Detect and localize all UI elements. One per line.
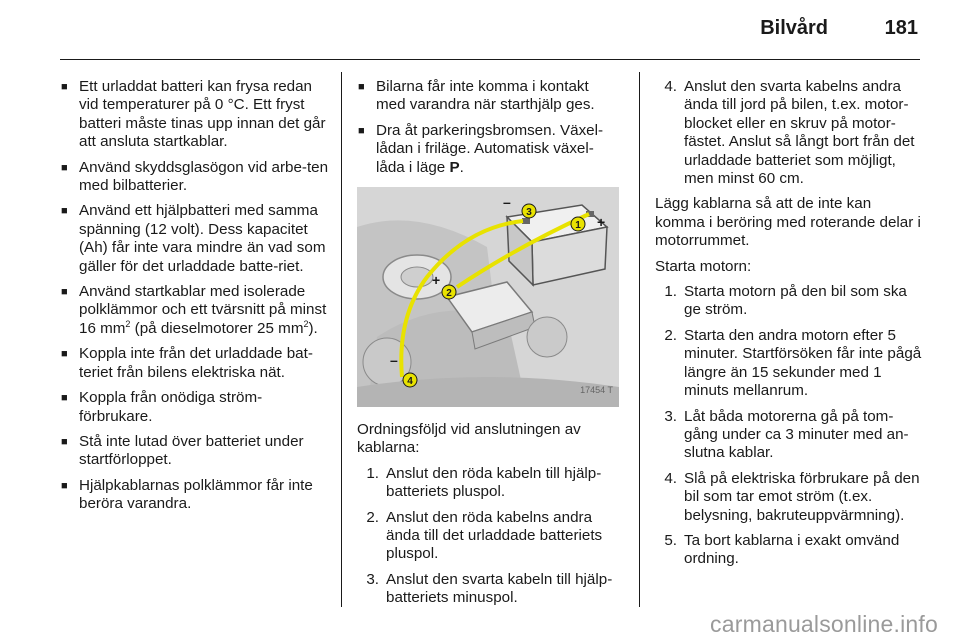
list-item: ■ Hjälpkablarnas polklämmor får inte beröra varandra. — [60, 477, 330, 514]
column-2 — [357, 78, 620, 615]
superscript: 2 — [303, 318, 309, 329]
polarity-label: – — [390, 352, 398, 369]
step-text: Anslut den svarta kabelns andra ända till jord på bilen, t.ex. motor-blocket eller en skruv på motor-fästet. Anslut så långt bort från det urladdade batteriet som möjligt, men minst 60 cm. — [684, 78, 915, 188]
polarity-label: + — [597, 214, 606, 231]
column-divider-1 — [341, 72, 342, 607]
safety-list — [60, 78, 330, 514]
step-text: Starta motorn på den bil som ska ge ström. — [684, 283, 907, 319]
list-item — [357, 465, 620, 502]
column-3 — [655, 78, 925, 576]
step-number: 2. — [366, 508, 379, 526]
superscript: 2 — [125, 318, 131, 329]
list-item: ■ Koppla från onödiga ström-förbrukare. — [60, 389, 330, 426]
text-fragment: ). — [308, 319, 318, 337]
jump-start-illustration — [357, 187, 619, 407]
text-fragment: (på dieselmotorer 25 mm — [130, 319, 304, 337]
list-item — [655, 408, 925, 463]
start-steps — [655, 283, 925, 569]
list-item: ■ Använd ett hjälpbatteri med samma spänning (12 volt). Dess kapacitet (Ah) får inte vara mindre än vad som gäller för det urladdade batte-riet. — [60, 202, 330, 276]
list-item — [60, 283, 330, 338]
step-number: 3. — [664, 407, 677, 425]
step-text: Anslut den svarta kabeln till hjälp-batteriets minuspol. — [386, 570, 613, 607]
step-number: 4. — [664, 469, 677, 487]
step-number: 1. — [664, 283, 677, 301]
list-item — [655, 283, 925, 320]
connection-steps-continued — [655, 78, 925, 188]
connection-steps — [357, 465, 620, 608]
list-item — [655, 470, 925, 525]
list-item — [655, 327, 925, 401]
polarity-label: + — [432, 272, 441, 289]
step-number: 3. — [366, 570, 379, 588]
text-fragment: . — [459, 158, 464, 176]
preparation-list — [357, 78, 620, 177]
connection-marker: 4 — [407, 376, 413, 388]
list-item: ■ Ett urladdat batteri kan frysa redan vid temperaturer på 0 °C. Ett fryst batteri måste tinas upp innan det går att ansluta startkablar. — [60, 78, 330, 152]
column-1 — [60, 78, 330, 521]
list-item — [655, 78, 925, 188]
header-rule — [60, 59, 920, 60]
list-item — [357, 122, 620, 177]
step-text: Slå på elektriska förbrukare på den bil som tar emot ström (t.ex. belysning, bakruteuppvärmning). — [684, 469, 920, 524]
connection-marker: 1 — [575, 220, 581, 232]
cable-routing-note: Lägg kablarna så att de inte kan komma i beröring med roterande delar i motorrummet. — [655, 195, 921, 250]
step-text: Ta bort kablarna i exakt omvänd ordning. — [684, 531, 900, 568]
step-text: Starta den andra motorn efter 5 minuter. Startförsöken får inte pågå längre än 15 sekunder med 1 minuts mellanrum. — [684, 326, 922, 400]
figure-id: 17454 T — [580, 384, 613, 395]
page-title: Bilvård — [760, 17, 828, 39]
list-item — [655, 532, 925, 569]
watermark: carmanualsonline.info — [710, 611, 938, 637]
step-number: 1. — [366, 464, 379, 482]
column-divider-2 — [639, 72, 640, 607]
text-fragment: Dra åt parkeringsbromsen. Växel-lådan i friläge. Automatisk växel-låda i läge — [376, 121, 604, 176]
start-engine-heading: Starta motorn: — [655, 257, 752, 275]
list-item: ■ Bilarna får inte komma i kontakt med varandra när starthjälp ges. — [357, 78, 620, 115]
step-number: 5. — [664, 531, 677, 549]
list-item — [357, 571, 620, 608]
page-number: 181 — [884, 17, 918, 39]
gear-position: P — [449, 158, 460, 176]
step-text: Låt båda motorerna gå på tom-gång under ca 3 minuter med an-slutna kablar. — [684, 407, 909, 462]
step-number: 2. — [664, 326, 677, 344]
list-item — [357, 509, 620, 564]
engine-bay-drawing — [357, 187, 619, 407]
list-item: ■ Koppla inte från det urladdade bat-teriet från bilens elektriska nät. — [60, 345, 330, 382]
connection-marker: 2 — [446, 288, 452, 300]
text-fragment: Använd startkablar med isolerade polklämmor och ett tvärsnitt på minst 16 mm — [79, 283, 327, 337]
polarity-label: – — [503, 194, 511, 211]
step-text: Anslut den röda kabelns andra ända till det urladdade batteriets pluspol. — [386, 508, 603, 563]
step-text: Anslut den röda kabeln till hjälp-batteriets pluspol. — [386, 464, 602, 501]
connection-intro: Ordningsföljd vid anslutningen av kablarna: — [357, 421, 581, 457]
step-number: 4. — [664, 78, 677, 95]
list-item: ■ Använd skyddsglasögon vid arbe-ten med bilbatterier. — [60, 159, 330, 196]
connection-marker: 3 — [526, 207, 532, 219]
list-item: ■ Stå inte lutad över batteriet under startförloppet. — [60, 433, 330, 470]
